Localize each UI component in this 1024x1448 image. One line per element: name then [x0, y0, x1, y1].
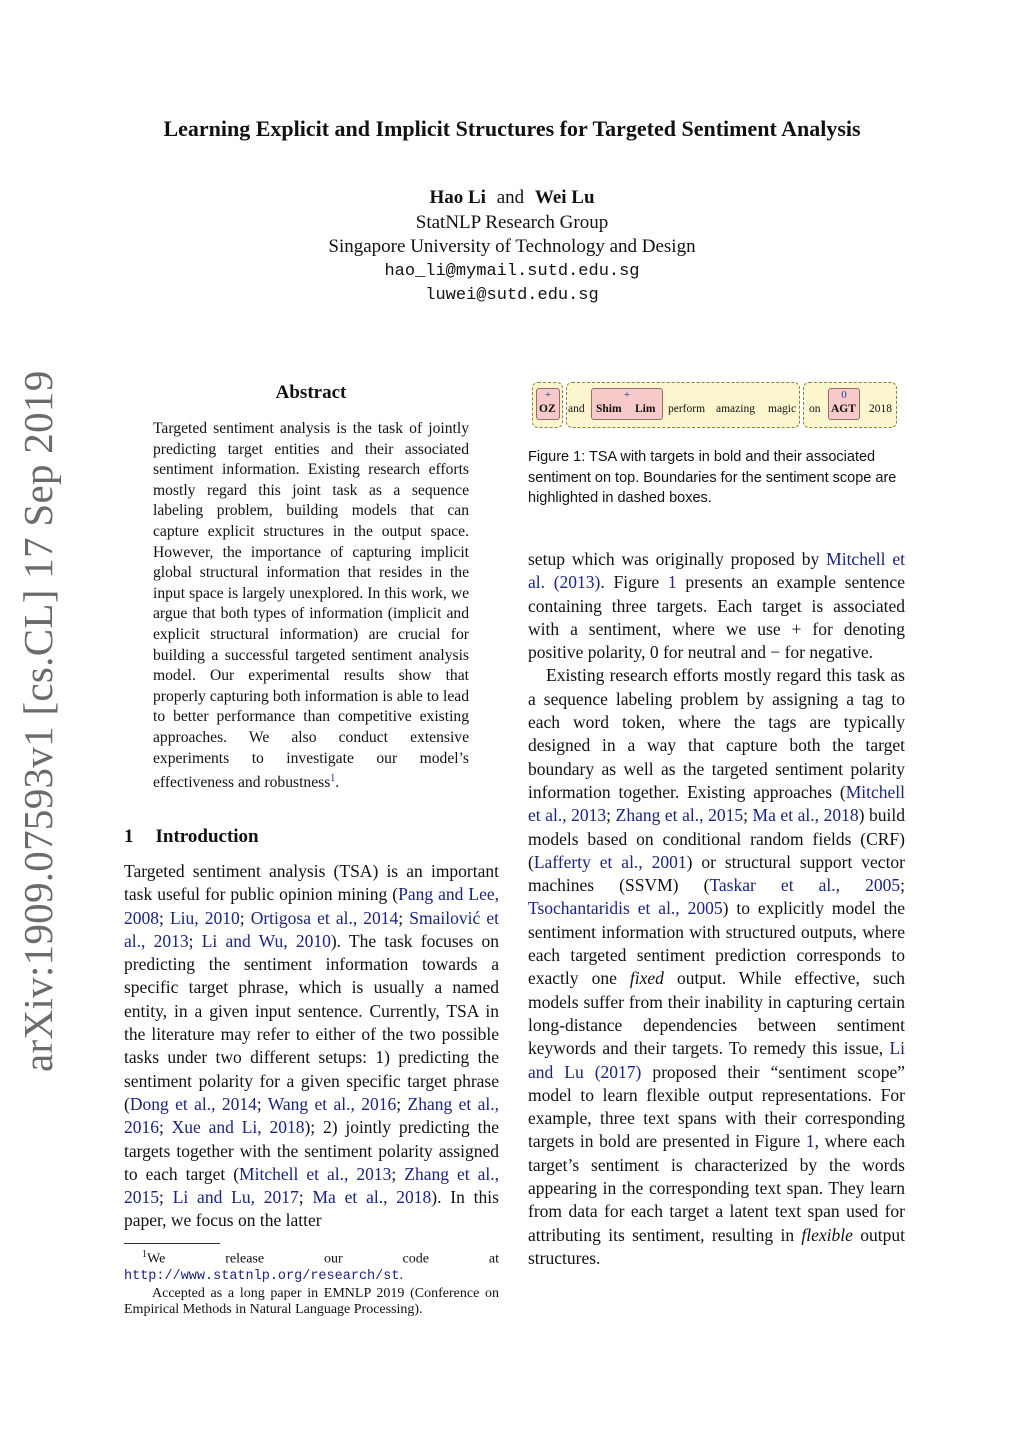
email-wei-lu[interactable]: luwei@sutd.edu.sg — [425, 286, 599, 305]
citation-link[interactable]: Zhang et al., 2016 — [124, 1093, 499, 1138]
citation-link[interactable]: Tsochantaridis et al., 2005 — [528, 898, 723, 919]
abstract-body — [153, 419, 469, 794]
citation-link[interactable]: Dong et al., 2014 — [129, 1093, 257, 1114]
intro-text — [124, 860, 499, 1233]
target-shim: Shim — [596, 403, 622, 415]
text-run: ; — [159, 1117, 172, 1138]
text-run: output structures. — [528, 1224, 905, 1268]
citation-link[interactable]: Ortigosa et al., 2014 — [250, 907, 399, 928]
text-run: , where each target’s sentiment is characterized by the words appearing in the corresponding text span. They learn from data for each target a latent text span used for attributing its sentiment, resulting in — [528, 1131, 905, 1245]
sentiment-label-2: + — [623, 389, 631, 401]
text-run: ); 2) jointly predicting the targets together with the sentiment polarity assigned to each target ( — [124, 1117, 499, 1184]
citation-link[interactable]: Liu, 2010 — [169, 907, 240, 928]
arxiv-side-stamp: arXiv:1909.07593v1 [cs.CL] 17 Sep 2019 — [15, 370, 61, 1072]
emphasis-text: fixed — [629, 968, 664, 989]
paragraph-existing-research — [528, 664, 905, 1270]
text-run: ; — [391, 1163, 405, 1184]
text-run: ) build models based on conditional random fields (CRF) ( — [528, 805, 905, 872]
paragraph-setup — [528, 548, 905, 664]
citation-link[interactable]: Smailović et al., 2013 — [124, 907, 499, 951]
citation-link[interactable]: Zhang et al., 2015 — [124, 1163, 499, 1208]
code-url-link[interactable]: http://www.statnlp.org/research/st — [124, 1269, 400, 1285]
abstract-heading: Abstract — [275, 382, 347, 403]
word-perform: perform — [668, 403, 706, 415]
author-line — [0, 187, 1024, 209]
citation-link[interactable]: 1 — [805, 1131, 815, 1152]
author-wei-lu: Wei Lu — [534, 187, 595, 208]
text-run: ). In this paper, we focus on the latter — [124, 1187, 499, 1231]
text-run: ; — [159, 907, 170, 928]
section-heading-introduction — [124, 826, 259, 848]
abstract-end: . — [335, 774, 340, 792]
section-number: 1 — [124, 826, 134, 847]
affiliation-group: StatNLP Research Group — [415, 212, 609, 233]
emphasis-text: flexible — [801, 1224, 853, 1245]
text-run: Existing research efforts mostly regard this task as a sequence labeling problem by assigning a tag to each word token, where the tags are typically designed in a way that capture both the target boundary as well as the targeted sentiment polarity information together. Existing approaches ( — [528, 665, 905, 802]
text-run: ) or structural support vector machines (SSVM) ( — [528, 851, 906, 896]
footnotes — [124, 1247, 499, 1319]
citation-link[interactable]: Ma et al., 2018 — [312, 1187, 432, 1208]
footnote-ref-1[interactable]: 1 — [330, 773, 336, 785]
citation-link[interactable]: 1 — [667, 572, 677, 593]
text-run: ; — [743, 805, 753, 826]
affiliation-university: Singapore University of Technology and Design — [328, 236, 696, 257]
author-hao-li: Hao Li — [429, 187, 486, 208]
text-run: ) to explicitly model the sentiment information with structured outputs, where each targeted sentiment prediction corresponds to exactly one — [528, 898, 905, 989]
sentiment-label-1: + — [544, 389, 552, 401]
footnote-divider — [124, 1243, 220, 1244]
text-run: Targeted sentiment analysis (TSA) is an important task useful for public opinion mining ( — [124, 861, 499, 905]
text-run: ; — [188, 930, 202, 951]
footnote-1-text: We release our code at — [147, 1251, 499, 1267]
target-lim: Lim — [635, 403, 656, 415]
text-run: ; — [396, 1093, 408, 1114]
text-run: presents an example sentence containing three targets. Each target is associated with a sentiment, where we use + for denoting positive polarity, 0 for neutral and − for negative. — [528, 572, 905, 663]
citation-link[interactable]: Li and Lu (2017) — [528, 1038, 905, 1082]
citation-link[interactable]: Lafferty et al., 2001 — [533, 851, 687, 872]
figure-1 — [530, 380, 904, 432]
footnote-2: Accepted as a long paper in EMNLP 2019 (Conference on Empirical Methods in Natural Language Processing). — [124, 1285, 499, 1318]
text-run: ; — [239, 907, 251, 928]
section-title: Introduction — [155, 826, 259, 847]
footnote-1 — [124, 1247, 499, 1286]
word-2018: 2018 — [869, 403, 892, 415]
text-run: ). The task focuses on predicting the sentiment information towards a specific target phrase, which is usually a named entity, in a given input sentence. Currently, TSA in the literature may refer to either of the two possible tasks under two different setups: 1) predicting the sentiment polarity for a given specific target phrase ( — [124, 930, 499, 1114]
target-agt: AGT — [831, 403, 856, 415]
citation-link[interactable]: Wang et al., 2016 — [267, 1093, 397, 1114]
text-run: ; — [900, 875, 906, 896]
citation-link[interactable]: Mitchell et al., 2013 — [239, 1163, 392, 1184]
sentiment-label-3: 0 — [841, 389, 847, 401]
figure-1-caption: Figure 1: TSA with targets in bold and their associated sentiment on top. Boundaries for the sentiment scope are highlighted in dashed boxes. — [528, 449, 897, 506]
text-run: setup which was originally proposed by — [528, 549, 827, 569]
email-hao-li[interactable]: hao_li@mymail.sutd.edu.sg — [384, 262, 640, 281]
footnote-1-end: . — [399, 1268, 403, 1284]
citation-link[interactable]: Mitchell et al. (2013) — [528, 549, 905, 593]
text-run: ; — [298, 1187, 313, 1208]
text-run: output. While effective, such models suffer from their inability in capturing certain long-distance dependencies between sentiment keywords and their targets. To remedy this issue, — [528, 968, 905, 1059]
citation-link[interactable]: Pang and Lee, 2008 — [124, 884, 499, 928]
author-and: and — [496, 187, 525, 208]
target-oz: OZ — [539, 403, 556, 415]
paper-title: Learning Explicit and Implicit Structures for Targeted Sentiment Analysis — [163, 116, 861, 141]
footnote-1-mark: 1 — [142, 1249, 147, 1260]
text-run: ; — [256, 1093, 268, 1114]
citation-link[interactable]: Ma et al., 2018 — [752, 805, 859, 826]
text-run: . Figure — [600, 572, 668, 593]
citation-link[interactable]: Li and Wu, 2010 — [201, 930, 331, 951]
citation-link[interactable]: Zhang et al., 2015 — [615, 805, 744, 826]
word-amazing: amazing — [716, 403, 755, 415]
citation-link[interactable]: Mitchell et al., 2013 — [528, 781, 905, 826]
text-run: ; — [398, 907, 410, 928]
text-run: ; — [606, 805, 616, 826]
abstract-text: Targeted sentiment analysis is the task of jointly predicting target entities and their associated sentiment information. Existing research efforts mostly regard this joint task as a sequence labeling problem, building models that can capture explicit structures in the output space. However, the importance of capturing implicit global structural information that resides in the input space is largely unexplored. In this work, we argue that both types of information (implicit and explicit structural information) are crucial for building a successful targeted sentiment analysis model. Our experimental results show that properly capturing both information is able to lead to better performance than competitive existing approaches. We also conduct extensive experiments to investigate our model’s effectiveness and robustness — [153, 420, 469, 792]
intro-paragraph — [124, 860, 499, 1233]
citation-link[interactable]: Xue and Li, 2018 — [171, 1117, 305, 1138]
text-run: proposed their “sentiment scope” model to learn flexible output representations. For example, three text spans with their corresponding targets in bold are presented in Figure — [528, 1061, 905, 1152]
text-run: ; — [159, 1187, 173, 1208]
citation-link[interactable]: Taskar et al., 2005 — [709, 875, 901, 896]
citation-link[interactable]: Li and Lu, 2017 — [172, 1187, 299, 1208]
word-on: on — [809, 403, 821, 415]
right-column-text — [528, 548, 905, 1270]
word-magic: magic — [768, 403, 797, 415]
word-and: and — [568, 403, 585, 415]
